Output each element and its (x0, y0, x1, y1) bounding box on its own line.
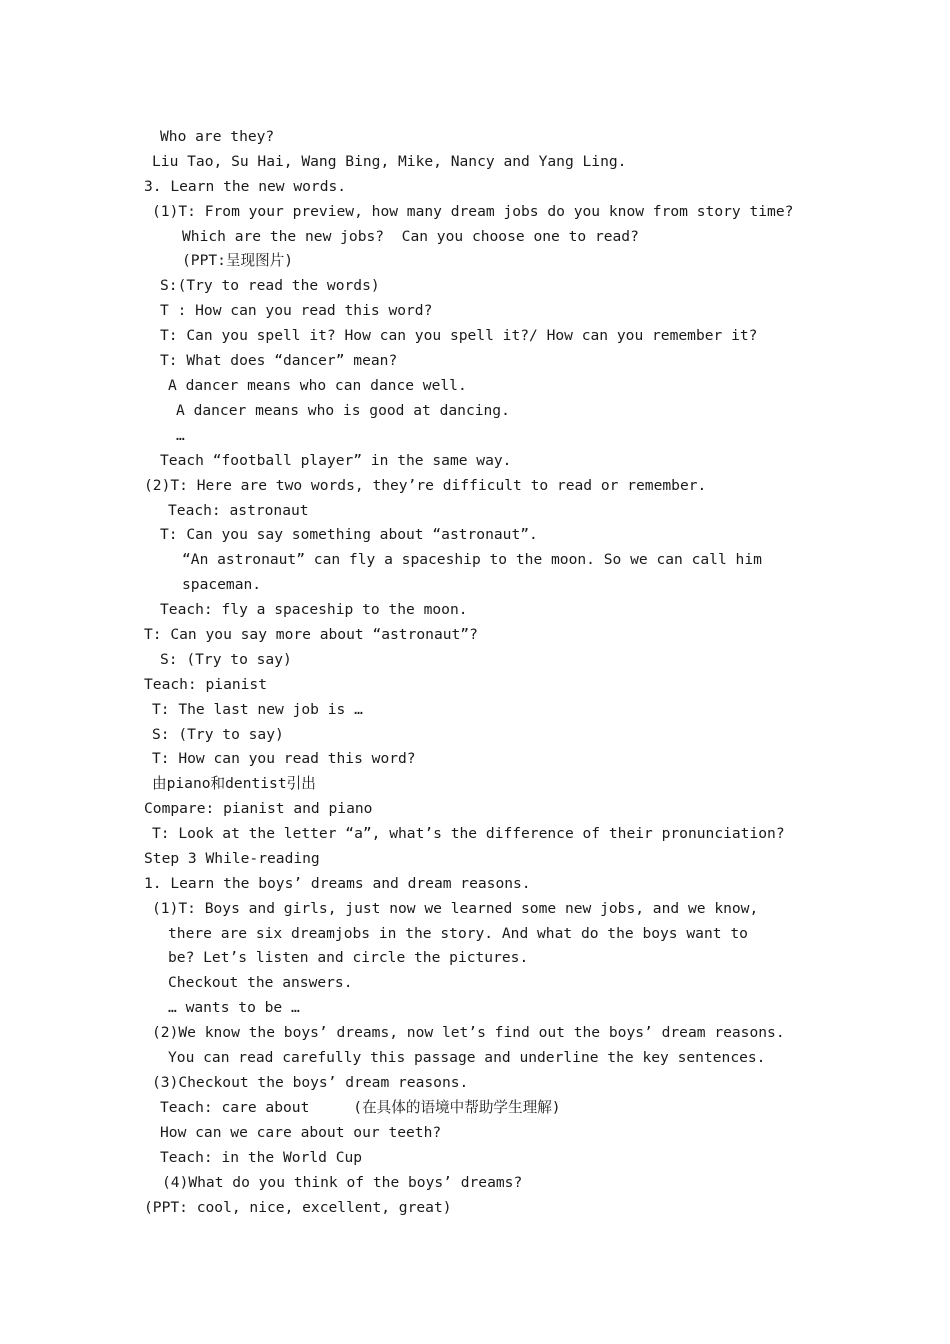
text-line: Who are they? (160, 128, 275, 145)
text-line: A dancer means who is good at dancing. (176, 402, 510, 419)
text-line: spaceman. (182, 576, 262, 593)
text-line: S: (Try to say) (152, 726, 284, 743)
text-line: Checkout the answers. (168, 974, 353, 991)
text-line: 由piano和dentist引出 (152, 775, 316, 792)
text-line: T: The last new job is … (152, 701, 363, 718)
text-line: 1. Learn the boys’ dreams and dream reasons. (144, 875, 531, 892)
text-line: T: Can you say more about “astronaut”? (144, 626, 478, 643)
text-line: there are six dreamjobs in the story. And what do the boys want to (168, 925, 748, 942)
text-line: T : How can you read this word? (160, 302, 433, 319)
text-line: “An astronaut” can fly a spaceship to the moon. So we can call him (182, 551, 762, 568)
text-line: (4)What do you think of the boys’ dreams? (162, 1174, 523, 1191)
text-line: (2)We know the boys’ dreams, now let’s find out the boys’ dream reasons. (152, 1024, 785, 1041)
text-line: Teach: astronaut (168, 502, 309, 519)
text-line: Teach: fly a spaceship to the moon. (160, 601, 468, 618)
text-line: (2)T: Here are two words, they’re difficult to read or remember. (144, 477, 707, 494)
text-line: Teach: in the World Cup (160, 1149, 363, 1166)
text-line: be? Let’s listen and circle the pictures. (168, 949, 529, 966)
text-line: Teach “football player” in the same way. (160, 452, 512, 469)
text-line: S:(Try to read the words) (160, 277, 380, 294)
text-line: (PPT:呈现图片) (182, 252, 294, 269)
text-line: Which are the new jobs? Can you choose one to read? (182, 228, 639, 245)
text-line: Teach: pianist (144, 676, 268, 693)
text-line: 3. Learn the new words. (144, 178, 347, 195)
text-line: (3)Checkout the boys’ dream reasons. (152, 1074, 469, 1091)
text-line: T: How can you read this word? (152, 750, 416, 767)
text-line: (PPT: cool, nice, excellent, great) (144, 1199, 452, 1216)
text-line: (1)T: Boys and girls, just now we learned some new jobs, and we know, (152, 900, 759, 917)
text-line: T: Can you spell it? How can you spell it?/ How can you remember it? (160, 327, 758, 344)
text-line: T: Can you say something about “astronaut”. (160, 526, 538, 543)
text-line: How can we care about our teeth? (160, 1124, 442, 1141)
text-line: T: Look at the letter “a”, what’s the difference of their pronunciation? (152, 825, 785, 842)
text-line: (1)T: From your preview, how many dream jobs do you know from story time? (152, 203, 794, 220)
text-line: … wants to be … (168, 999, 300, 1016)
text-line: Teach: care about (在具体的语境中帮助学生理解) (160, 1099, 561, 1116)
text-line: Step 3 While-reading (144, 850, 320, 867)
text-line: You can read carefully this passage and underline the key sentences. (168, 1049, 766, 1066)
text-line: T: What does “dancer” mean? (160, 352, 398, 369)
text-line: … (176, 427, 185, 444)
text-line: Liu Tao, Su Hai, Wang Bing, Mike, Nancy and Yang Ling. (152, 153, 627, 170)
text-line: S: (Try to say) (160, 651, 292, 668)
text-line: Compare: pianist and piano (144, 800, 373, 817)
text-line: A dancer means who can dance well. (168, 377, 467, 394)
